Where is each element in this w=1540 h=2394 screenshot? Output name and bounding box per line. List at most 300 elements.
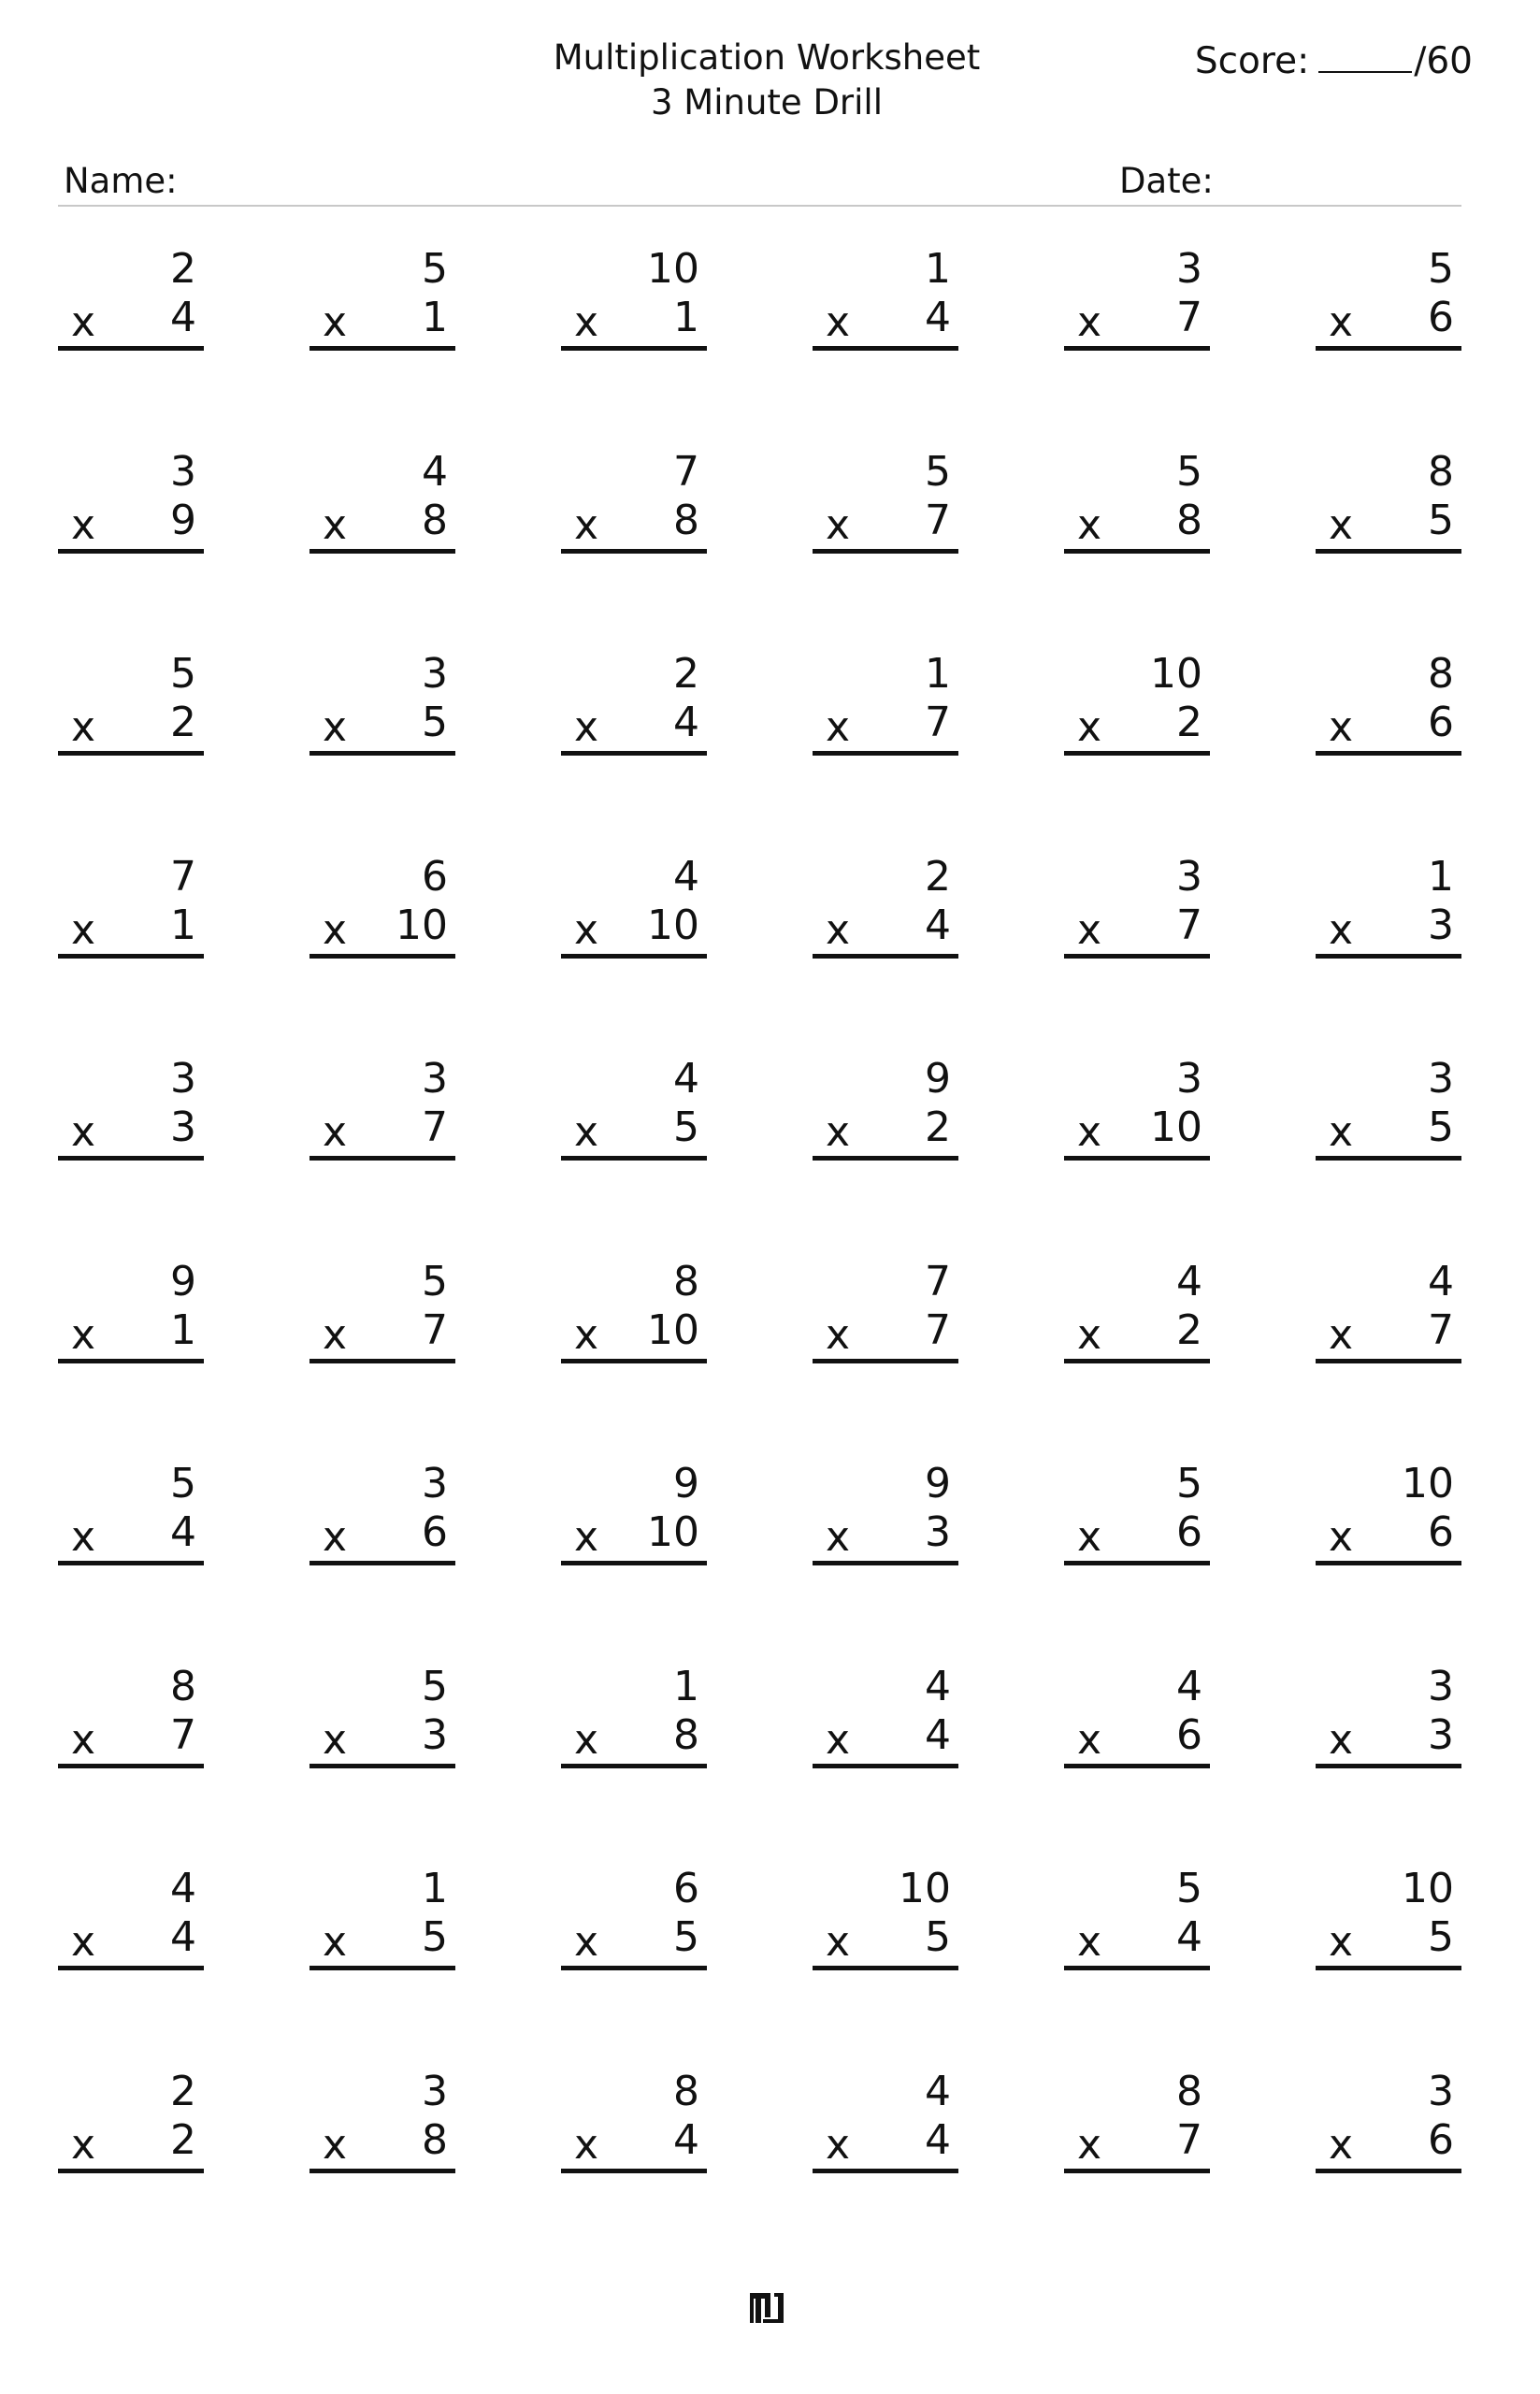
answer-line xyxy=(813,549,958,554)
score-label: Score: xyxy=(1194,40,1310,82)
problem-multiplier: 5 xyxy=(1428,1913,1454,1961)
problem-multiplicand: 9 xyxy=(925,1055,951,1103)
problem-multiplier: 2 xyxy=(170,2115,196,2164)
multiply-sign: x xyxy=(826,500,851,549)
multiply-sign: x xyxy=(826,298,851,346)
problem-multiplicand: 5 xyxy=(1176,1865,1202,1912)
multiply-sign: x xyxy=(1329,500,1354,549)
problem-6 xyxy=(1316,245,1461,447)
problem-multiplier: 8 xyxy=(673,496,699,544)
problem-45 xyxy=(561,1663,707,1865)
answer-line xyxy=(58,2169,204,2173)
multiply-sign: x xyxy=(1329,1310,1354,1359)
problem-multiplicand: 3 xyxy=(422,1460,448,1507)
problem-51 xyxy=(561,1865,707,2067)
problem-43 xyxy=(58,1663,204,1865)
multiply-sign: x xyxy=(1077,500,1102,549)
problem-multiplicand: 7 xyxy=(925,1257,951,1305)
problem-17 xyxy=(1064,650,1210,852)
answer-line xyxy=(561,751,707,756)
problem-multiplier: 4 xyxy=(673,699,699,746)
problem-multiplicand: 4 xyxy=(422,447,448,496)
problem-multiplicand: 5 xyxy=(422,245,448,293)
problem-multiplicand: 2 xyxy=(925,852,951,901)
problem-multiplicand: 10 xyxy=(1402,1865,1454,1912)
problem-multiplicand: 2 xyxy=(673,650,699,698)
problem-multiplier: 3 xyxy=(1428,1710,1454,1759)
answer-line xyxy=(1316,1156,1461,1161)
answer-line xyxy=(1064,1966,1210,1970)
problem-multiplicand: 5 xyxy=(422,1257,448,1305)
multiply-sign: x xyxy=(1077,2120,1102,2169)
answer-line xyxy=(561,549,707,554)
problem-multiplier: 7 xyxy=(422,1103,448,1151)
answer-line xyxy=(58,751,204,756)
header-divider xyxy=(58,205,1461,207)
multiply-sign: x xyxy=(1329,1918,1354,1966)
problem-multiplicand: 4 xyxy=(1176,1257,1202,1305)
problem-multiplicand: 4 xyxy=(1428,1257,1454,1305)
problem-53 xyxy=(1064,1865,1210,2067)
multiply-sign: x xyxy=(71,1715,96,1764)
problem-multiplier: 5 xyxy=(673,1913,699,1961)
multiply-sign: x xyxy=(323,1715,348,1764)
answer-line xyxy=(58,1561,204,1565)
answer-line xyxy=(1064,1156,1210,1161)
multiply-sign: x xyxy=(574,500,599,549)
answer-line xyxy=(58,954,204,959)
problem-4 xyxy=(813,245,958,447)
multiply-sign: x xyxy=(1329,905,1354,954)
multiply-sign: x xyxy=(323,1513,348,1561)
answer-line xyxy=(561,954,707,959)
multiply-sign: x xyxy=(574,298,599,346)
answer-line xyxy=(309,1359,455,1363)
answer-line xyxy=(1316,954,1461,959)
problem-grid xyxy=(58,245,1461,2270)
multiply-sign: x xyxy=(71,1513,96,1561)
problem-multiplicand: 5 xyxy=(1176,1460,1202,1507)
answer-line xyxy=(813,1359,958,1363)
problem-multiplicand: 2 xyxy=(170,2067,196,2115)
problem-multiplicand: 9 xyxy=(925,1460,951,1507)
problem-26 xyxy=(309,1055,455,1257)
problem-20 xyxy=(309,853,455,1055)
problem-multiplier: 10 xyxy=(647,901,699,949)
multiply-sign: x xyxy=(71,2120,96,2169)
problem-multiplicand: 2 xyxy=(170,245,196,293)
problem-multiplier: 6 xyxy=(1428,2115,1454,2164)
multiply-sign: x xyxy=(71,1918,96,1966)
problem-multiplier: 10 xyxy=(647,1508,699,1556)
problem-multiplier: 2 xyxy=(1176,1305,1202,1354)
multiply-sign: x xyxy=(71,500,96,549)
answer-line xyxy=(1316,751,1461,756)
problem-multiplier: 6 xyxy=(1428,294,1454,341)
problem-9 xyxy=(561,448,707,650)
answer-line xyxy=(309,549,455,554)
problem-multiplier: 5 xyxy=(422,1913,448,1961)
problem-multiplicand: 10 xyxy=(647,245,699,293)
problem-multiplier: 4 xyxy=(170,1913,196,1961)
problem-multiplier: 3 xyxy=(1428,901,1454,949)
problem-multiplier: 4 xyxy=(673,2115,699,2164)
multiply-sign: x xyxy=(71,905,96,954)
problem-multiplicand: 5 xyxy=(170,650,196,698)
problem-2 xyxy=(309,245,455,447)
problem-24 xyxy=(1316,853,1461,1055)
multiply-sign: x xyxy=(1329,2120,1354,2169)
answer-line xyxy=(561,1561,707,1565)
problem-multiplicand: 5 xyxy=(1428,245,1454,293)
problem-60 xyxy=(1316,2068,1461,2270)
problem-multiplicand: 3 xyxy=(170,447,196,496)
problem-multiplicand: 6 xyxy=(422,852,448,901)
answer-line xyxy=(1316,346,1461,351)
answer-line xyxy=(309,1156,455,1161)
problem-multiplier: 4 xyxy=(1176,1913,1202,1961)
answer-line xyxy=(813,751,958,756)
problem-33 xyxy=(561,1258,707,1460)
problem-36 xyxy=(1316,1258,1461,1460)
worksheet-title: Multiplication Worksheet xyxy=(553,37,981,78)
problem-55 xyxy=(58,2068,204,2270)
multiply-sign: x xyxy=(574,1513,599,1561)
problem-multiplier: 5 xyxy=(422,699,448,746)
problem-multiplier: 8 xyxy=(422,496,448,544)
multiply-sign: x xyxy=(826,1513,851,1561)
multiply-sign: x xyxy=(826,2120,851,2169)
problem-29 xyxy=(1064,1055,1210,1257)
problem-multiplier: 6 xyxy=(1428,1508,1454,1556)
multiply-sign: x xyxy=(826,1108,851,1156)
problem-multiplicand: 3 xyxy=(1176,1055,1202,1103)
worksheet-logo-icon xyxy=(748,2289,785,2325)
multiply-sign: x xyxy=(323,1918,348,1966)
problem-multiplier: 5 xyxy=(1428,1103,1454,1151)
problem-multiplicand: 6 xyxy=(673,1865,699,1912)
problem-multiplier: 4 xyxy=(925,901,951,949)
problem-multiplicand: 3 xyxy=(422,2067,448,2115)
multiply-sign: x xyxy=(574,1108,599,1156)
problem-19 xyxy=(58,853,204,1055)
answer-line xyxy=(813,954,958,959)
problem-57 xyxy=(561,2068,707,2270)
multiply-sign: x xyxy=(574,1715,599,1764)
problem-48 xyxy=(1316,1663,1461,1865)
problem-7 xyxy=(58,448,204,650)
answer-line xyxy=(1316,1966,1461,1970)
answer-line xyxy=(58,346,204,351)
multiply-sign: x xyxy=(1329,1108,1354,1156)
multiply-sign: x xyxy=(1329,1513,1354,1561)
answer-line xyxy=(561,1359,707,1363)
answer-line xyxy=(813,1561,958,1565)
problem-15 xyxy=(561,650,707,852)
problem-multiplier: 6 xyxy=(1428,699,1454,746)
answer-line xyxy=(1064,1359,1210,1363)
answer-line xyxy=(1316,1764,1461,1768)
problem-30 xyxy=(1316,1055,1461,1257)
problem-25 xyxy=(58,1055,204,1257)
answer-line xyxy=(1064,2169,1210,2173)
multiply-sign: x xyxy=(826,1918,851,1966)
answer-line xyxy=(58,549,204,554)
answer-line xyxy=(1064,346,1210,351)
answer-line xyxy=(58,1156,204,1161)
problem-46 xyxy=(813,1663,958,1865)
problem-47 xyxy=(1064,1663,1210,1865)
multiply-sign: x xyxy=(826,1310,851,1359)
multiply-sign: x xyxy=(574,1918,599,1966)
problem-42 xyxy=(1316,1460,1461,1662)
date-label: Date: xyxy=(1119,161,1214,201)
score-total: /60 xyxy=(1414,40,1473,82)
multiply-sign: x xyxy=(1329,298,1354,346)
answer-line xyxy=(561,1156,707,1161)
answer-line xyxy=(1316,2169,1461,2173)
answer-line xyxy=(309,1764,455,1768)
answer-line xyxy=(1064,549,1210,554)
multiply-sign: x xyxy=(826,1715,851,1764)
problem-49 xyxy=(58,1865,204,2067)
problem-multiplier: 4 xyxy=(170,294,196,341)
problem-27 xyxy=(561,1055,707,1257)
problem-5 xyxy=(1064,245,1210,447)
problem-59 xyxy=(1064,2068,1210,2270)
problem-23 xyxy=(1064,853,1210,1055)
multiply-sign: x xyxy=(1077,1108,1102,1156)
problem-multiplier: 10 xyxy=(647,1305,699,1354)
problem-multiplier: 6 xyxy=(422,1508,448,1556)
problem-16 xyxy=(813,650,958,852)
problem-multiplicand: 10 xyxy=(899,1865,951,1912)
problem-28 xyxy=(813,1055,958,1257)
problem-8 xyxy=(309,448,455,650)
multiply-sign: x xyxy=(826,905,851,954)
problem-22 xyxy=(813,853,958,1055)
problem-10 xyxy=(813,448,958,650)
problem-multiplicand: 5 xyxy=(170,1460,196,1507)
name-label: Name: xyxy=(64,161,178,201)
answer-line xyxy=(1064,1561,1210,1565)
multiply-sign: x xyxy=(826,703,851,751)
problem-multiplicand: 4 xyxy=(170,1865,196,1912)
worksheet-subtitle: 3 Minute Drill xyxy=(651,82,883,123)
problem-multiplicand: 3 xyxy=(1176,852,1202,901)
problem-multiplier: 8 xyxy=(673,1710,699,1759)
problem-multiplier: 10 xyxy=(1150,1103,1202,1151)
problem-multiplicand: 8 xyxy=(673,2067,699,2115)
problem-multiplicand: 5 xyxy=(1176,447,1202,496)
problem-multiplier: 5 xyxy=(673,1103,699,1151)
problem-multiplier: 2 xyxy=(925,1103,951,1151)
problem-multiplicand: 1 xyxy=(925,650,951,698)
problem-multiplier: 7 xyxy=(1176,2115,1202,2164)
multiply-sign: x xyxy=(323,500,348,549)
problem-multiplicand: 10 xyxy=(1150,650,1202,698)
answer-line xyxy=(813,1966,958,1970)
answer-line xyxy=(1316,1561,1461,1565)
multiply-sign: x xyxy=(71,703,96,751)
answer-line xyxy=(561,1966,707,1970)
problem-multiplicand: 8 xyxy=(170,1662,196,1710)
problem-multiplier: 3 xyxy=(170,1103,196,1151)
problem-38 xyxy=(309,1460,455,1662)
problem-11 xyxy=(1064,448,1210,650)
multiply-sign: x xyxy=(574,1310,599,1359)
answer-line xyxy=(309,2169,455,2173)
problem-multiplier: 2 xyxy=(1176,699,1202,746)
answer-line xyxy=(309,1561,455,1565)
problem-multiplier: 4 xyxy=(925,1710,951,1759)
problem-multiplier: 4 xyxy=(925,2115,951,2164)
answer-line xyxy=(1064,751,1210,756)
problem-12 xyxy=(1316,448,1461,650)
answer-line xyxy=(561,1764,707,1768)
multiply-sign: x xyxy=(71,298,96,346)
problem-multiplier: 1 xyxy=(673,294,699,341)
problem-multiplicand: 1 xyxy=(422,1865,448,1912)
multiply-sign: x xyxy=(1077,1513,1102,1561)
problem-14 xyxy=(309,650,455,852)
multiply-sign: x xyxy=(323,1310,348,1359)
multiply-sign: x xyxy=(1077,703,1102,751)
multiply-sign: x xyxy=(574,905,599,954)
problem-multiplicand: 1 xyxy=(673,1662,699,1710)
problem-multiplier: 5 xyxy=(1428,496,1454,544)
problem-multiplier: 8 xyxy=(1176,496,1202,544)
problem-50 xyxy=(309,1865,455,2067)
problem-3 xyxy=(561,245,707,447)
problem-multiplicand: 3 xyxy=(1428,2067,1454,2115)
problem-multiplicand: 7 xyxy=(170,852,196,901)
problem-multiplicand: 3 xyxy=(1428,1055,1454,1103)
problem-multiplier: 4 xyxy=(170,1508,196,1556)
problem-multiplicand: 1 xyxy=(925,245,951,293)
problem-multiplier: 7 xyxy=(1176,901,1202,949)
problem-multiplicand: 4 xyxy=(673,852,699,901)
problem-multiplier: 1 xyxy=(422,294,448,341)
answer-line xyxy=(309,346,455,351)
problem-multiplier: 1 xyxy=(170,901,196,949)
multiply-sign: x xyxy=(71,1310,96,1359)
problem-multiplicand: 4 xyxy=(925,1662,951,1710)
problem-13 xyxy=(58,650,204,852)
problem-39 xyxy=(561,1460,707,1662)
answer-line xyxy=(813,346,958,351)
answer-line xyxy=(561,2169,707,2173)
multiply-sign: x xyxy=(1329,703,1354,751)
multiply-sign: x xyxy=(323,905,348,954)
problem-multiplicand: 3 xyxy=(422,1055,448,1103)
problem-multiplicand: 3 xyxy=(422,650,448,698)
problem-multiplier: 7 xyxy=(925,699,951,746)
answer-line xyxy=(561,346,707,351)
answer-line xyxy=(813,1156,958,1161)
multiply-sign: x xyxy=(323,1108,348,1156)
multiply-sign: x xyxy=(574,703,599,751)
problem-multiplier: 7 xyxy=(170,1710,196,1759)
problem-multiplier: 3 xyxy=(925,1508,951,1556)
problem-52 xyxy=(813,1865,958,2067)
problem-multiplicand: 8 xyxy=(1176,2067,1202,2115)
multiply-sign: x xyxy=(1077,1310,1102,1359)
problem-44 xyxy=(309,1663,455,1865)
multiply-sign: x xyxy=(71,1108,96,1156)
problem-multiplicand: 3 xyxy=(1176,245,1202,293)
multiply-sign: x xyxy=(1077,298,1102,346)
problem-41 xyxy=(1064,1460,1210,1662)
problem-multiplier: 5 xyxy=(925,1913,951,1961)
multiply-sign: x xyxy=(1077,1715,1102,1764)
answer-line xyxy=(309,1966,455,1970)
problem-multiplier: 8 xyxy=(422,2115,448,2164)
problem-multiplier: 3 xyxy=(422,1710,448,1759)
multiply-sign: x xyxy=(323,2120,348,2169)
answer-line xyxy=(309,751,455,756)
problem-58 xyxy=(813,2068,958,2270)
score-area xyxy=(1195,37,1473,86)
problem-multiplicand: 3 xyxy=(1428,1662,1454,1710)
problem-multiplier: 7 xyxy=(1176,294,1202,341)
problem-multiplier: 6 xyxy=(1176,1508,1202,1556)
problem-multiplicand: 8 xyxy=(1428,650,1454,698)
problem-21 xyxy=(561,853,707,1055)
problem-54 xyxy=(1316,1865,1461,2067)
answer-line xyxy=(813,1764,958,1768)
problem-multiplicand: 7 xyxy=(673,447,699,496)
problem-multiplicand: 9 xyxy=(170,1257,196,1305)
problem-multiplier: 7 xyxy=(925,1305,951,1354)
problem-multiplier: 7 xyxy=(925,496,951,544)
problem-37 xyxy=(58,1460,204,1662)
answer-line xyxy=(1064,1764,1210,1768)
problem-56 xyxy=(309,2068,455,2270)
problem-multiplicand: 1 xyxy=(1428,852,1454,901)
problem-multiplicand: 4 xyxy=(925,2067,951,2115)
score-blank xyxy=(1318,39,1412,73)
multiply-sign: x xyxy=(323,703,348,751)
answer-line xyxy=(1316,1359,1461,1363)
problem-multiplicand: 5 xyxy=(422,1662,448,1710)
multiply-sign: x xyxy=(1077,1918,1102,1966)
answer-line xyxy=(58,1359,204,1363)
problem-1 xyxy=(58,245,204,447)
problem-32 xyxy=(309,1258,455,1460)
answer-line xyxy=(1064,954,1210,959)
answer-line xyxy=(1316,549,1461,554)
problem-multiplier: 6 xyxy=(1176,1710,1202,1759)
answer-line xyxy=(309,954,455,959)
problem-multiplicand: 8 xyxy=(673,1257,699,1305)
problem-35 xyxy=(1064,1258,1210,1460)
problem-multiplier: 9 xyxy=(170,496,196,544)
answer-line xyxy=(58,1764,204,1768)
problem-multiplicand: 3 xyxy=(170,1055,196,1103)
problem-31 xyxy=(58,1258,204,1460)
problem-34 xyxy=(813,1258,958,1460)
multiply-sign: x xyxy=(1077,905,1102,954)
problem-multiplier: 1 xyxy=(170,1305,196,1354)
problem-multiplicand: 8 xyxy=(1428,447,1454,496)
problem-multiplicand: 5 xyxy=(925,447,951,496)
problem-multiplier: 7 xyxy=(422,1305,448,1354)
multiply-sign: x xyxy=(574,2120,599,2169)
multiply-sign: x xyxy=(1329,1715,1354,1764)
problem-multiplier: 4 xyxy=(925,294,951,341)
problem-multiplicand: 9 xyxy=(673,1460,699,1507)
